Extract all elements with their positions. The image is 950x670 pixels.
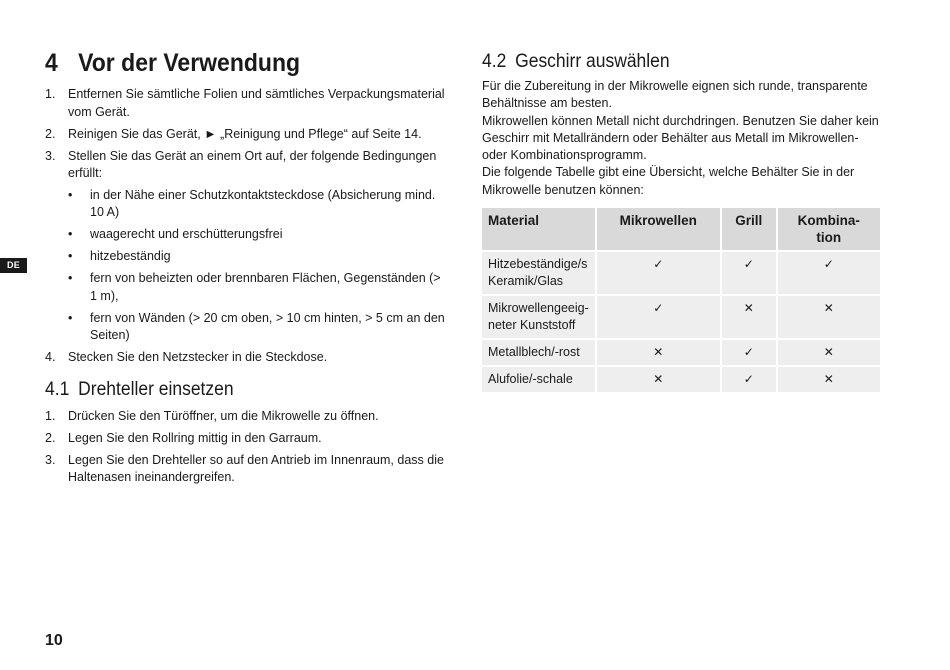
table-intro-paragraph: Die folgende Tabelle gibt eine Übersicht, welche Behälter Sie in der Mikrowelle benutzen können: [482, 165, 855, 197]
header-grill: Grill [722, 208, 776, 250]
left-column [45, 48, 450, 491]
table-row [482, 367, 880, 392]
cell-grill: ✕ [722, 296, 776, 338]
step-text: Stellen Sie das Gerät an einem Ort auf, der folgende Bedingungen erfüllt: [68, 148, 437, 180]
cell-microwave: ✕ [597, 340, 720, 365]
table-header-row [482, 208, 880, 250]
step-text: Legen Sie den Drehteller so auf den Antrieb im Innenraum, dass die Haltenasen ineinandergreifen. [68, 452, 444, 484]
step-text: Stecken Sie den Netzstecker in die Steckdose. [68, 350, 328, 364]
section-4-2-heading [482, 50, 850, 74]
requirement-item: • waagerecht und erschütterungsfrei [68, 226, 450, 244]
language-tab: DE [0, 258, 27, 273]
section-title: Drehteller einsetzen [78, 378, 234, 400]
cell-combination: ✕ [778, 340, 880, 365]
step-text: Entfernen Sie sämtliche Folien und sämtliches Verpackungsmaterial vom Gerät. [68, 87, 445, 119]
cell-grill: ✓ [722, 340, 776, 365]
right-column [482, 50, 882, 394]
section-4-heading [45, 48, 418, 78]
cookware-table [480, 206, 882, 394]
cell-material: Metallblech/-rost [482, 340, 595, 365]
step-item [45, 148, 450, 345]
step-item [45, 452, 450, 487]
cell-combination: ✓ [778, 252, 880, 294]
header-combination-label: Kombina- tion [797, 213, 860, 246]
cell-material-label: Mikrowellengeeig- neter Kunststoff [488, 301, 589, 333]
step-text: Drücken Sie den Türöffner, um die Mikrowelle zu öffnen. [68, 408, 379, 423]
cell-grill: ✓ [722, 252, 776, 294]
cell-grill: ✓ [722, 367, 776, 392]
table-row [482, 340, 880, 365]
section-number: 4 [45, 49, 58, 77]
section-4-1-heading [45, 378, 418, 402]
step-number: 2. [45, 430, 56, 445]
header-microwave: Mikrowellen [597, 208, 720, 250]
section-4-steps [45, 86, 450, 367]
page-number: 10 [45, 632, 63, 649]
requirement-item: • fern von beheizten oder brennbaren Flächen, Gegenständen (> 1 m), [68, 270, 450, 305]
intro-paragraph: Für die Zubereitung in der Mikrowelle eignen sich runde, transparente Behältnisse am besten. [482, 79, 868, 111]
step-text: Reinigen Sie das Gerät, ► „Reinigung und Pflege“ auf Seite 14. [68, 126, 422, 141]
requirement-item: • in der Nähe einer Schutzkontaktsteckdose (Absicherung mind. 10 A) [68, 187, 450, 222]
cell-combination: ✕ [778, 367, 880, 392]
section-title: Vor der Verwendung [78, 49, 301, 77]
table-row [482, 252, 880, 294]
section-title: Geschirr auswählen [515, 51, 670, 72]
header-combination [778, 208, 880, 250]
cell-combination: ✕ [778, 296, 880, 338]
step-text: Legen Sie den Rollring mittig in den Garraum. [68, 430, 322, 445]
step-number: 1. [45, 408, 56, 423]
cell-material: Alufolie/-schale [482, 367, 595, 392]
section-number: 4.1 [45, 378, 70, 400]
step-item [45, 126, 450, 144]
cell-material: Hitzebeständige/s Keramik/Glas [482, 252, 595, 294]
section-4-1-steps [45, 408, 450, 487]
step-item [45, 408, 450, 426]
cell-microwave: ✕ [597, 367, 720, 392]
step-number: 1. [45, 87, 56, 101]
step-number: 4. [45, 350, 56, 364]
cell-material [482, 296, 595, 338]
step-number: 2. [45, 126, 56, 141]
table-row [482, 296, 880, 338]
section-number: 4.2 [482, 51, 507, 72]
header-material: Material [482, 208, 595, 250]
step-item [45, 430, 450, 448]
cell-microwave: ✓ [597, 252, 720, 294]
step-number: 3. [45, 452, 56, 467]
step-number: 3. [45, 148, 56, 163]
metal-warning-paragraph: Mikrowellen können Metall nicht durchdringen. Benutzen Sie daher kein Geschirr mit Metallrändern oder Behälter aus Metall im Mikrowellen- oder Kombinationsprogramm. [482, 113, 879, 163]
requirement-item: • hitzebeständig [68, 248, 450, 266]
step-item [45, 86, 450, 121]
cell-microwave: ✓ [597, 296, 720, 338]
requirement-item: • fern von Wänden (> 20 cm oben, > 10 cm hinten, > 5 cm an den Seiten) [68, 310, 450, 345]
requirements-list [68, 187, 450, 345]
step-item [45, 349, 450, 367]
